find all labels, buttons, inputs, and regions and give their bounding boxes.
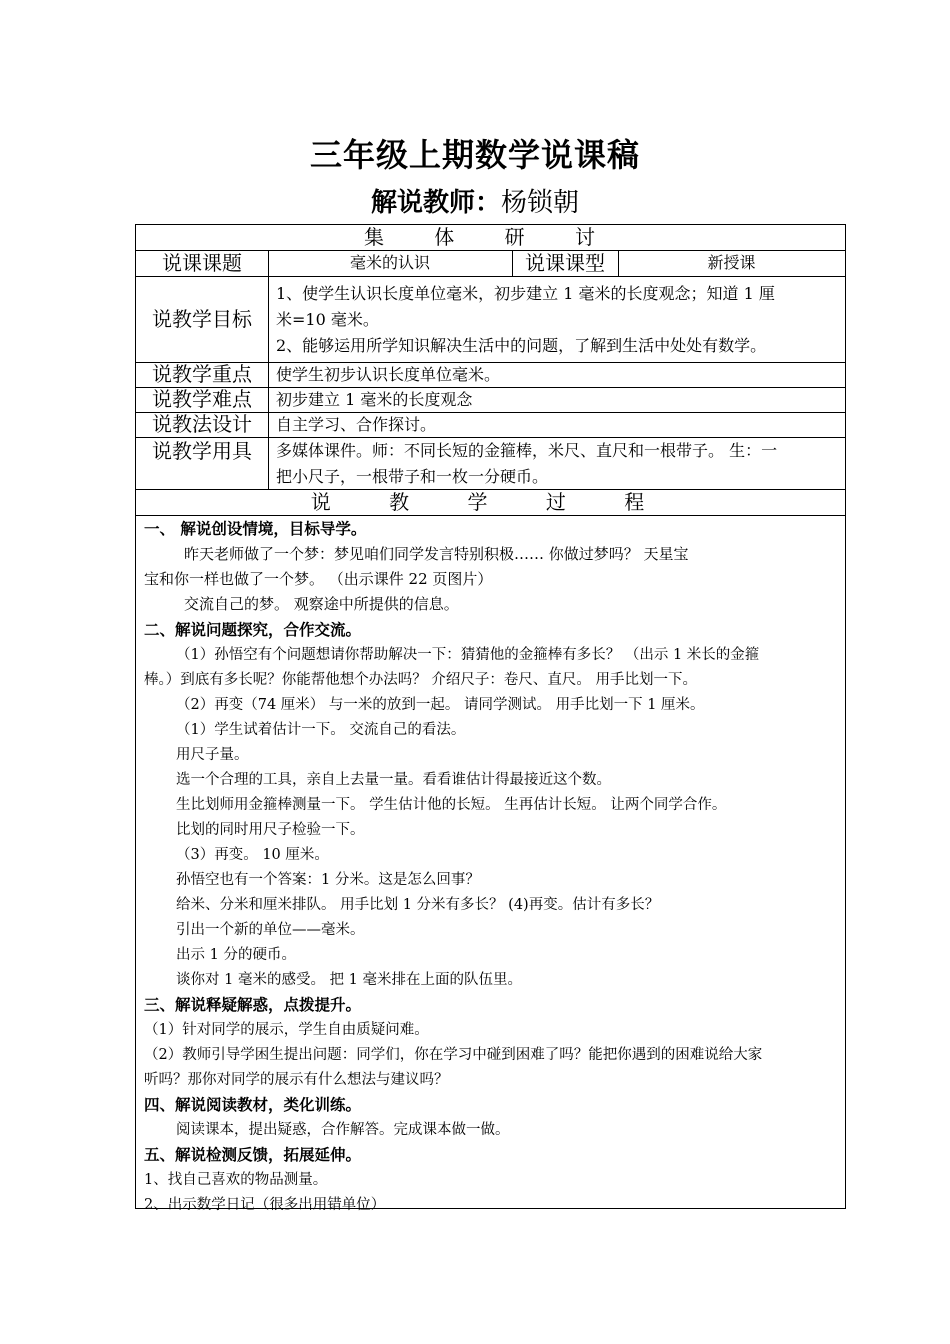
difficulty-value: 初步建立 1 毫米的长度观念 (276, 390, 473, 409)
process-line: （1）孙悟空有个问题想请你帮助解决一下：猜猜他的金箍棒有多长？ （出示 1 米长的金箍 (176, 647, 760, 663)
process-line: 生比划师用金箍棒测量一下。 学生估计他的长短。 生再估计长短。 让两个同学合作。 (176, 797, 727, 813)
row-divider (136, 515, 845, 516)
process-line: 宝和你一样也做了一个梦。 （出示课件 22 页图片） (144, 570, 493, 588)
difficulty-label: 说教学难点 (152, 387, 252, 411)
key-point-label: 说教学重点 (152, 362, 252, 386)
section-heading: 三、解说释疑解惑，点拨提升。 (144, 996, 362, 1014)
key-point-value: 使学生初步认识长度单位毫米。 (276, 365, 501, 384)
goals-line: 1、使学生认识长度单位毫米，初步建立 1 毫米的长度观念；知道 1 厘 (276, 284, 775, 303)
process-line: 交流自己的梦。 观察途中所提供的信息。 (184, 595, 459, 613)
column-divider (268, 250, 269, 489)
process-line: 谈你对 1 毫米的感受。 把 1 毫米排在上面的队伍里。 (176, 972, 522, 988)
teacher-label: 解说教师： (370, 188, 501, 218)
lesson-table (135, 224, 846, 1213)
tools-line: 把小尺子，一根带子和一枚一分硬币。 (276, 467, 549, 486)
goals-value (276, 281, 841, 359)
process-line: 给米、分米和厘米排队。 用手比划 1 分米有多长？ (4)再变。估计有多长？ (176, 897, 660, 913)
goals-label: 说教学目标 (152, 307, 252, 331)
collective-header: 集 体 研 讨 (363, 225, 618, 249)
process-line: 选一个合理的工具，亲自上去量一量。看看谁估计得最接近这个数。 (176, 772, 611, 788)
section-heading: 五、解说检测反馈，拓展延伸。 (144, 1146, 362, 1164)
process-line: 阅读课本，提出疑惑，合作解答。完成课本做一做。 (176, 1122, 510, 1138)
process-line: 1、找自己喜欢的物品测量。 (144, 1172, 328, 1188)
process-line: 引出一个新的单位——毫米。 (176, 922, 365, 938)
tools-value (276, 438, 841, 490)
process-line: 听吗？那你对同学的展示有什么想法与建议吗？ (144, 1072, 449, 1088)
process-line: （1）学生试着估计一下。 交流自己的看法。 (176, 722, 466, 738)
process-line: （1）针对同学的展示，学生自由质疑问难。 (144, 1022, 429, 1038)
goals-line: 米=10 毫米。 (276, 310, 379, 329)
method-label: 说教法设计 (152, 412, 252, 436)
section-heading: 一、 解说创设情境，目标导学。 (144, 520, 367, 538)
process-line: 用尺子量。 (176, 747, 249, 763)
tools-line: 多媒体课件。师：不同长短的金箍棒，米尺、直尺和一根带子。 生：一 (276, 441, 778, 460)
teacher-line (0, 182, 950, 219)
page-title: 三年级上期数学说课稿 (309, 136, 640, 174)
process-line: （2）教师引导学困生提出问题：同学们，你在学习中碰到困难了吗？能把你遇到的困难说给大家 (144, 1047, 763, 1063)
process-line: （2）再变（74 厘米） 与一米的放到一起。 请同学测试。 用手比划一下 1 厘米。 (176, 697, 705, 713)
process-line: 棒。）到底有多长呢？你能帮他想个办法吗？ 介绍尺子：卷尺、直尺。 用手比划一下。 (144, 672, 697, 688)
lesson-type-value: 新授课 (707, 253, 756, 272)
lesson-type-label: 说课课型 (525, 251, 605, 275)
section-heading: 四、解说阅读教材，类化训练。 (144, 1096, 362, 1114)
tools-label: 说教学用具 (152, 439, 252, 463)
process-header: 说 教 学 过 程 (310, 490, 671, 514)
teacher-name: 杨锁朝 (501, 188, 580, 218)
method-value: 自主学习、合作探讨。 (276, 415, 437, 434)
topic-value: 毫米的认识 (349, 253, 430, 272)
process-line: 出示 1 分的硬币。 (176, 947, 296, 963)
topic-label: 说课课题 (162, 251, 242, 275)
process-line: （3）再变。 10 厘米。 (176, 847, 329, 863)
goals-line: 2、能够运用所学知识解决生活中的问题，了解到生活中处处有数学。 (276, 336, 767, 355)
process-line: 昨天老师做了一个梦：梦见咱们同学发言特别积极…… 你做过梦吗？ 天星宝 (184, 545, 689, 563)
section-heading: 二、解说问题探究，合作交流。 (144, 621, 362, 639)
process-line: 2、出示数学日记（很多出用错单位） (144, 1197, 386, 1213)
process-line: 孙悟空也有一个答案：1 分米。这是怎么回事？ (176, 872, 480, 888)
process-line: 比划的同时用尺子检验一下。 (176, 822, 365, 838)
